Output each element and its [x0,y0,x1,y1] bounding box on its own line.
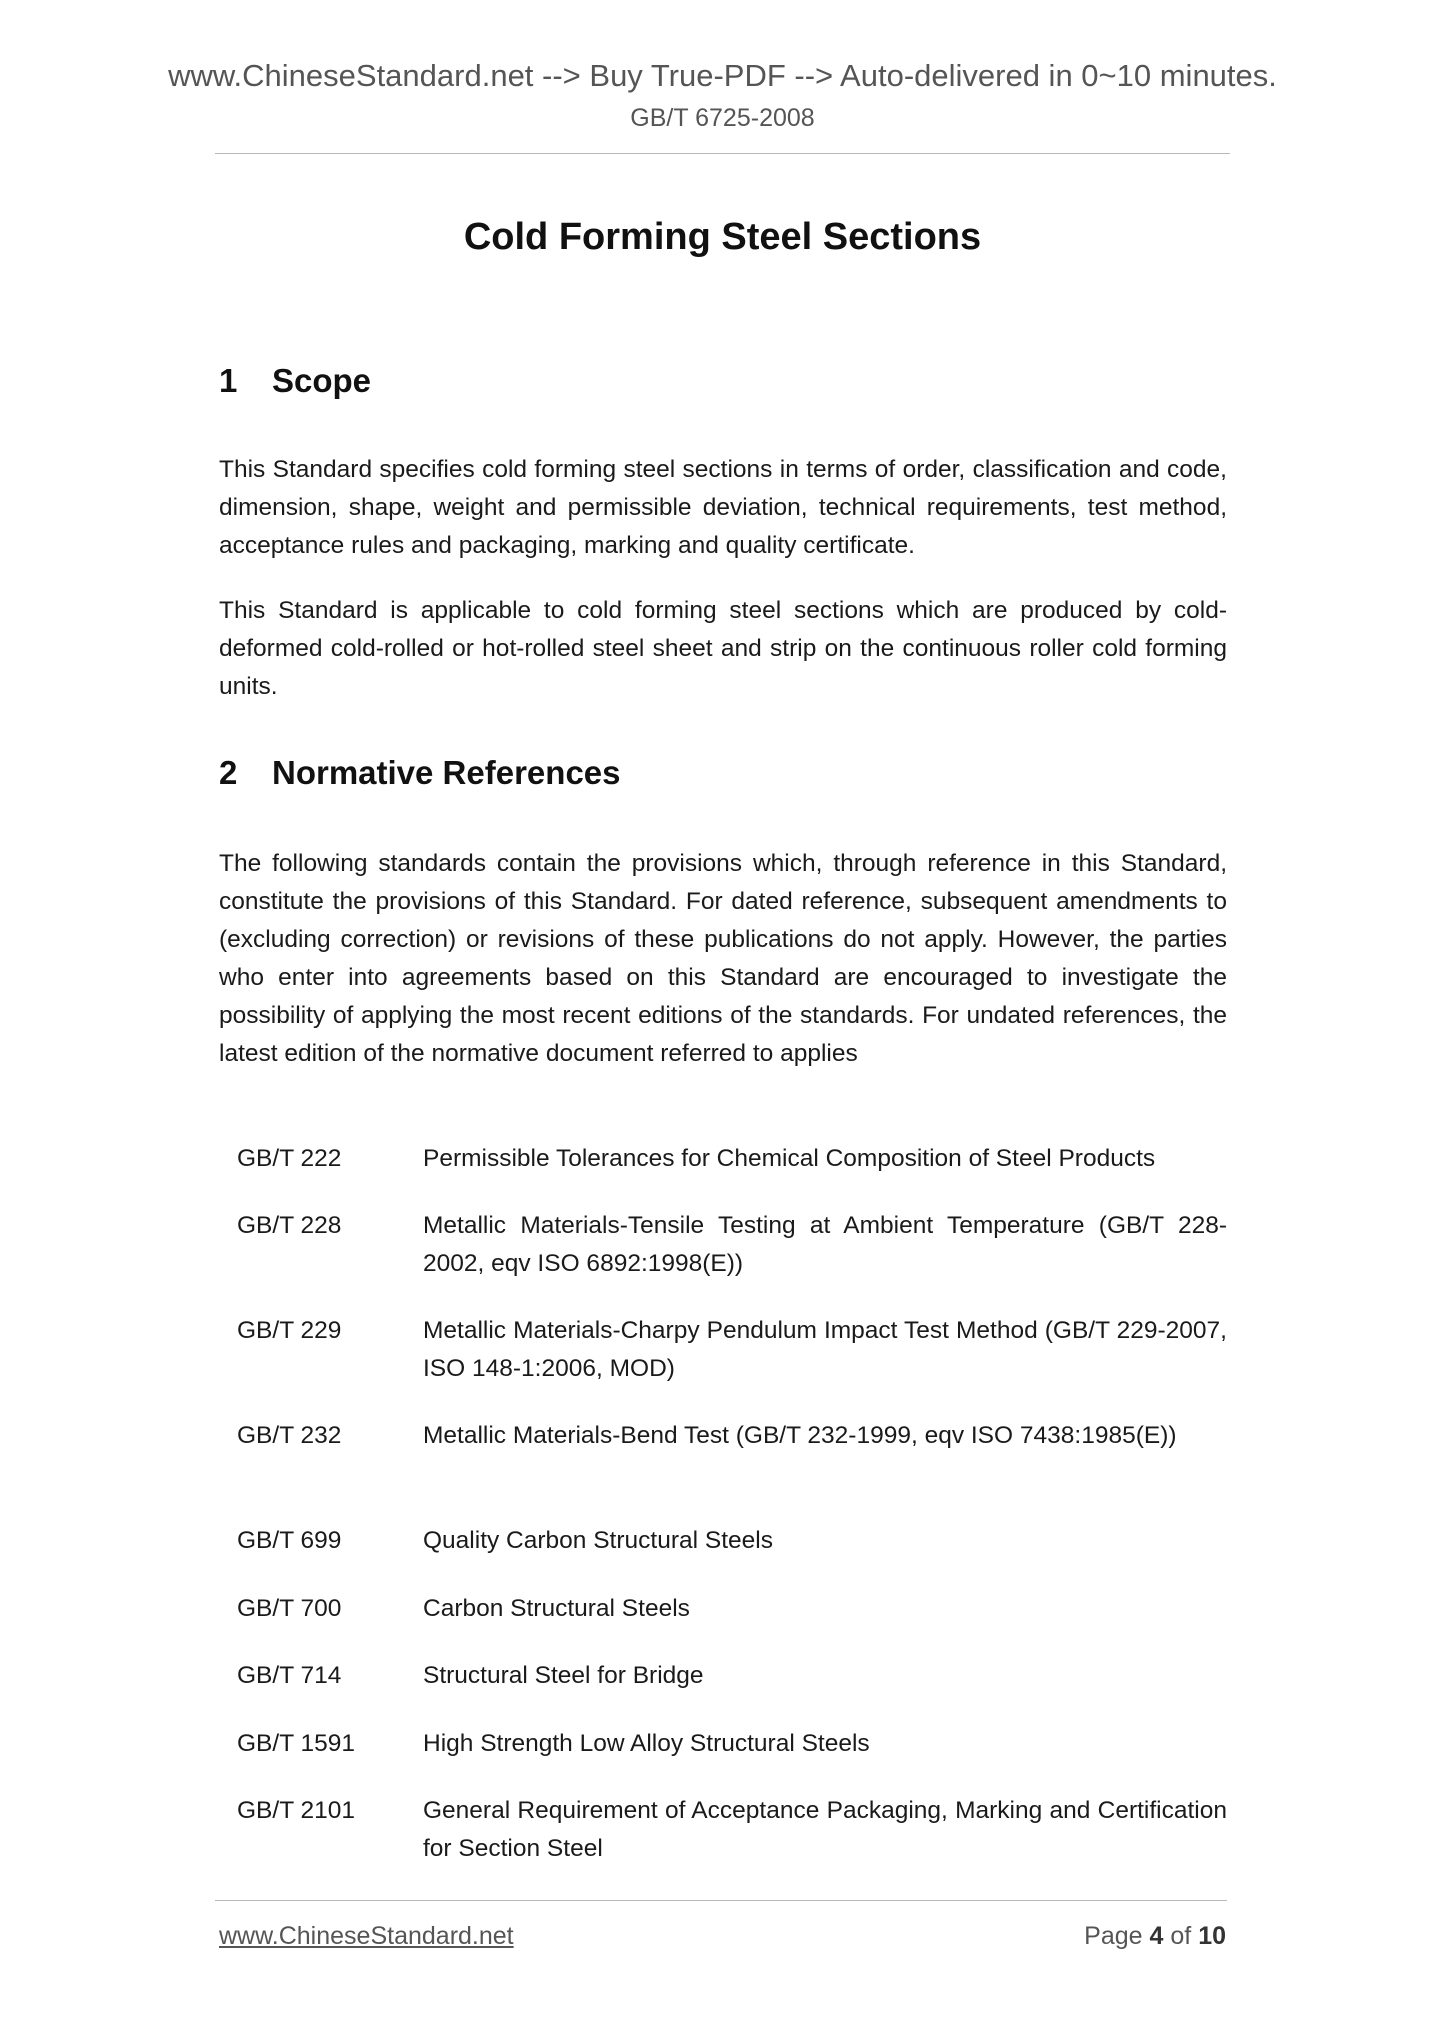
document-title: Cold Forming Steel Sections [463,216,982,258]
reference-code: GB/T 232 [237,1422,342,1449]
reference-title: Carbon Structural Steels [423,1595,690,1622]
section-heading-normative-references [219,754,621,792]
page-total: 10 [1198,1922,1226,1950]
page-label: Page [1084,1922,1143,1950]
section-number: 1 [219,362,238,399]
section-title: Normative References [272,754,621,791]
reference-code: GB/T 2101 [237,1797,356,1824]
section-heading-scope [219,362,371,400]
scope-paragraph-2: This Standard is applicable to cold forming steel sections which are produced by cold-deformed cold-rolled or hot-rolled steel sheet and strip on the continuous roller cold forming units. [219,597,1227,700]
header-standard-code: GB/T 6725-2008 [630,104,815,132]
header-divider [215,153,1230,154]
header-banner: www.ChineseStandard.net --> Buy True-PDF --> Auto-delivered in 0~10 minutes. [168,58,1277,93]
reference-title: Quality Carbon Structural Steels [423,1527,773,1554]
normative-references-paragraph: The following standards contain the provisions which, through reference in this Standard, constitute the provisions of this Standard. For dated reference, subsequent amendments to (excluding correction) or revisions of these publications do not apply. However, the parties who enter into agreements based on this Standard are encouraged to investigate the possibility of applying the most recent editions of the standards. For undated references, the latest edition of the normative document referred to applies [219,850,1227,1067]
section-number: 2 [219,754,238,791]
scope-paragraph-1: This Standard specifies cold forming steel sections in terms of order, classification and code, dimension, shape, weight and permissible deviation, technical requirements, test method, acceptance rules and packaging, marking and quality certificate. [219,456,1227,559]
reference-title: Metallic Materials-Bend Test (GB/T 232-1999, eqv ISO 7438:1985(E)) [423,1422,1177,1449]
reference-code: GB/T 228 [237,1212,342,1239]
reference-title: Structural Steel for Bridge [423,1662,704,1689]
reference-code: GB/T 229 [237,1317,342,1344]
page-number [1084,1922,1226,1951]
reference-title: High Strength Low Alloy Structural Steels [423,1730,870,1757]
reference-title: Metallic Materials-Tensile Testing at Ambient Temperature (GB/T 228-2002, eqv ISO 6892:1998(E)) [423,1212,1227,1277]
page-current: 4 [1149,1922,1164,1950]
reference-title: Metallic Materials-Charpy Pendulum Impact Test Method (GB/T 229-2007, ISO 148-1:2006, MOD) [423,1317,1227,1382]
reference-title: Permissible Tolerances for Chemical Composition of Steel Products [423,1145,1156,1172]
reference-title: General Requirement of Acceptance Packaging, Marking and Certification for Section Steel [423,1797,1227,1862]
footer-divider [215,1900,1227,1901]
reference-code: GB/T 1591 [237,1730,356,1757]
section-title: Scope [272,362,372,399]
page-of-label: of [1170,1922,1192,1950]
reference-code: GB/T 222 [237,1145,342,1172]
reference-code: GB/T 699 [237,1527,342,1554]
reference-code: GB/T 700 [237,1595,342,1622]
footer-website-link[interactable]: www.ChineseStandard.net [219,1922,514,1950]
reference-code: GB/T 714 [237,1662,342,1689]
